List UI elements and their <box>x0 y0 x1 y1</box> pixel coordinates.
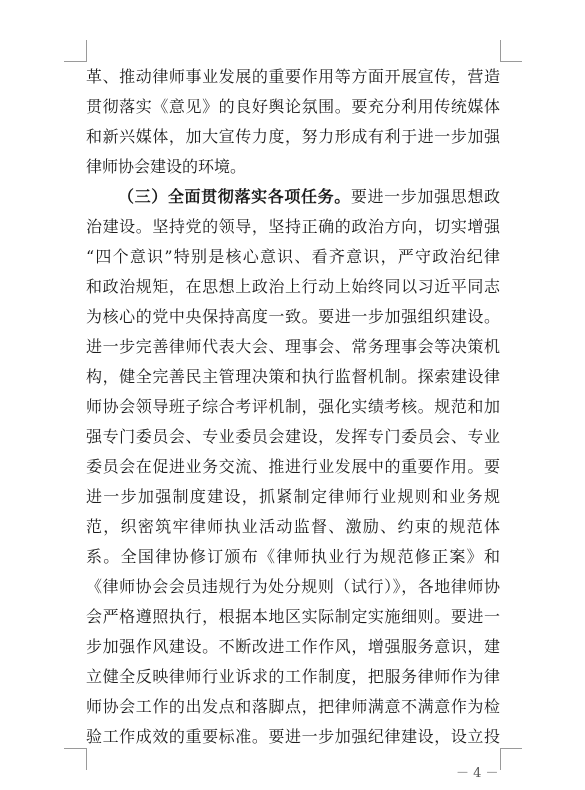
text-line: 立健全反映律师行业诉求的工作制度，把服务律师作为律 <box>86 667 500 686</box>
text-line: 师协会工作的出发点和落脚点，把律师满意不满意作为检 <box>86 697 500 716</box>
crop-mark-top-right-horizontal <box>500 61 522 62</box>
text-line: 构，健全完善民主管理决策和执行监督机制。探索建设律 <box>86 367 500 386</box>
text-line: 贯彻落实《意见》的良好舆论氛围。要充分利用传统媒体 <box>86 97 500 116</box>
text-line: 和政治规矩，在思想上政治上行动上始终同以习近平同志 <box>86 277 500 296</box>
text-line: 和新兴媒体，加大宣传力度，努力形成有利于进一步加强 <box>86 127 500 146</box>
text-line: 会严格遵照执行，根据本地区实际制定实施细则。要进一 <box>86 607 500 626</box>
document-body <box>86 62 500 752</box>
text-line: 系。全国律协修订颁布《律师执业行为规范修正案》和 <box>86 547 500 566</box>
text-line: 师协会领导班子综合考评机制，强化实绩考核。规范和加 <box>86 397 500 416</box>
text-line: 治建设。坚持党的领导，坚持正确的政治方向，切实增强 <box>86 217 500 236</box>
text-run: 要进一步加强思想政 <box>350 187 500 206</box>
paragraph-first-line <box>86 182 500 212</box>
crop-mark-bottom-right-horizontal <box>500 748 522 749</box>
text-line: 强专门委员会、专业委员会建设，发挥专门委员会、专业 <box>86 427 500 446</box>
text-line: 律师协会建设的环境。 <box>86 157 247 176</box>
text-line: 《律师协会会员违规行为处分规则（试行）》，各地律师协 <box>86 577 500 596</box>
page-number: － 4 － <box>456 766 499 781</box>
crop-mark-top-right-vertical <box>500 40 501 62</box>
text-line: 革、推动律师事业发展的重要作用等方面开展宣传，营造 <box>86 67 500 86</box>
text-line: 进一步加强制度建设，抓紧制定律师行业规则和业务规 <box>86 487 500 506</box>
text-line: 范，织密筑牢律师执业活动监督、激励、约束的规范体 <box>86 517 500 536</box>
crop-mark-bottom-left-horizontal <box>64 748 86 749</box>
text-line: 步加强作风建设。不断改进工作作风，增强服务意识，建 <box>86 637 500 656</box>
crop-mark-top-left-horizontal <box>64 61 86 62</box>
text-line: 进一步完善律师代表大会、理事会、常务理事会等决策机 <box>86 337 500 356</box>
text-line: “四个意识”特别是核心意识、看齐意识，严守政治纪律 <box>86 247 500 266</box>
section-heading: （三）全面贯彻落实各项任务。 <box>118 187 351 206</box>
text-line: 验工作成效的重要标准。要进一步加强纪律建设，设立投 <box>86 727 500 746</box>
crop-mark-top-left-vertical <box>86 40 87 62</box>
text-line: 委员会在促进业务交流、推进行业发展中的重要作用。要 <box>86 457 500 476</box>
text-line: 为核心的党中央保持高度一致。要进一步加强组织建设。 <box>86 307 500 326</box>
